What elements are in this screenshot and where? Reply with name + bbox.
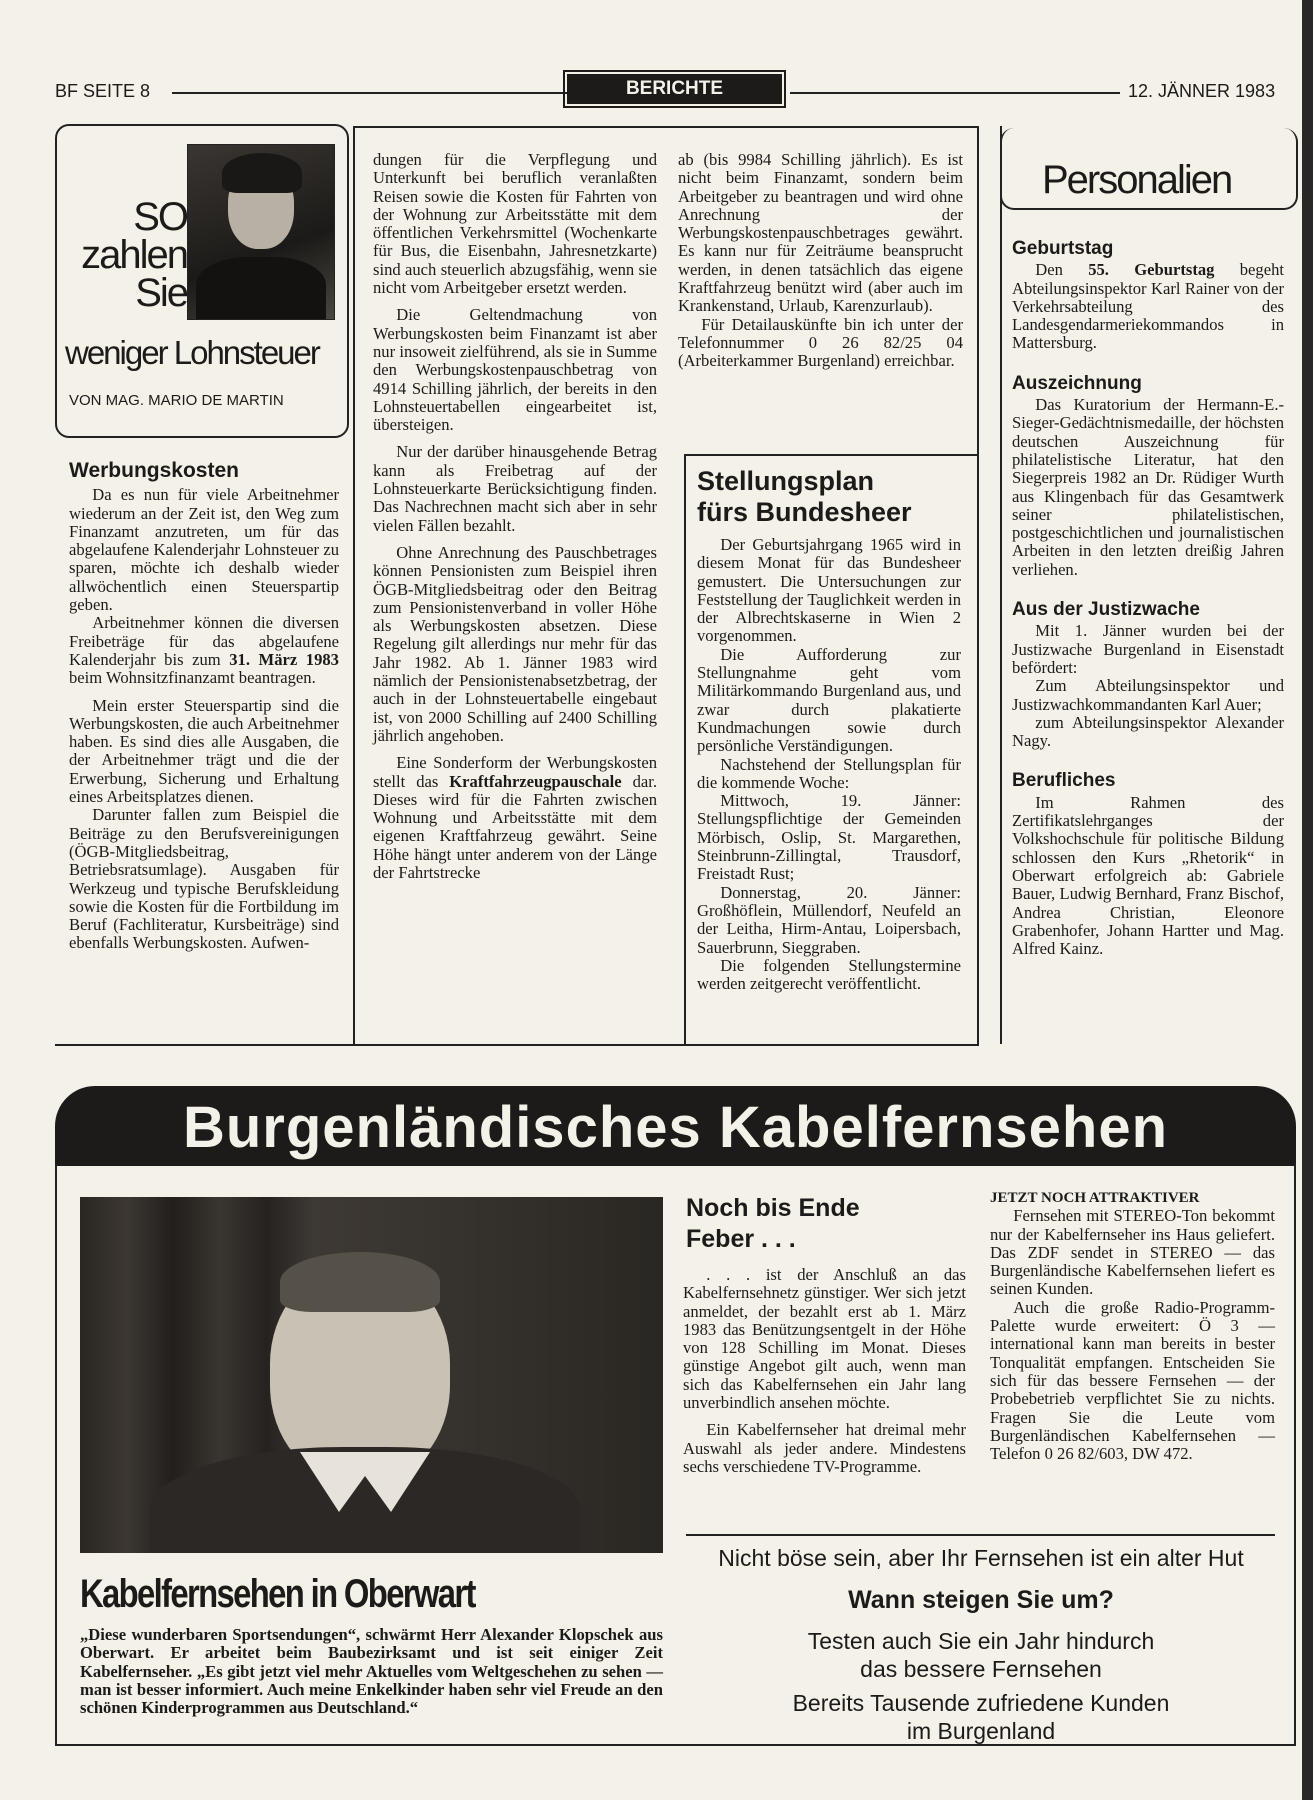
- article-column-2: [373, 151, 657, 882]
- photo-heading: Kabelfernsehen in Oberwart: [80, 1572, 475, 1616]
- ad-slogans: [676, 1545, 1286, 1745]
- article-paragraph: Donnerstag, 20. Jänner: Großhöflein, Müllendorf, Neufeld an der Leitha, Hirm-Antau, Loipersbach, Sauerbrunn, Sieggraben.: [697, 882, 961, 957]
- slogan-line: das bessere Fernsehen: [860, 1656, 1102, 1682]
- article-paragraph: Für Detailauskünfte bin ich unter der Telefonnummer 0 26 82/25 04 (Arbeiterkammer Burgenland) erreichbar.: [678, 314, 963, 371]
- article-paragraph: Die Geltendmachung von Werbungskosten beim Finanzamt ist aber nur insoweit zielführend, als sie in Summe den Werbungskostenpauschbetrag von 4914 Schilling jährlich, der bereits in den Lohnsteuertabellen eingearbeitet ist, übersteigen.: [373, 305, 657, 435]
- ad-paragraph: . . . ist der Anschluß an das Kabelfernsehnetz günstiger. Wer sich jetzt anmeldet, der bezahlt erst ab 1. März 1983 das Benützungsentgelt in der Höhe von 128 Schilling im Monat. Dieses günstige Angebot gilt auch, wenn man sich das Kabelfernsehen ein Jahr lang unverbindlich ansehen möchte.: [683, 1265, 966, 1413]
- article-heading: Werbungskosten: [69, 459, 239, 482]
- personalien-title: Personalien: [1042, 158, 1232, 202]
- article-paragraph: Da es nun für viele Arbeitnehmer wiederum an der Zeit ist, den Weg zum Finanzamt anzutreten, um für das abgelaufene Kalenderjahr Lohnsteuer zu sparen, möchte ich deshalb wieder allwöchentlich einen Steuerspartip geben.: [69, 485, 339, 615]
- article-paragraph: Nachstehend der Stellungsplan für die kommende Woche:: [697, 754, 961, 792]
- article-paragraph: ab (bis 9984 Schilling jährlich). Es ist nicht beim Finanzamt, sondern beim Arbeitgeber zu beantragen und wird ohne Anrechnung der Werbungskostenpauschbetrages gewährt. Es kann nur für Zeiträume beansprucht werden, in denen tatsächlich das eigene Kraftfahrzeug benützt wird (aber auch im Krankenstand, Urlaub, Karenzurlaub).: [678, 150, 963, 316]
- article-column-1: [69, 459, 339, 953]
- column-title-zahlen: zahlen: [81, 233, 187, 277]
- berufliches-heading: Berufliches: [1012, 770, 1116, 792]
- ad-middle-column: [683, 1266, 966, 1476]
- section-label: BERICHTE: [567, 74, 782, 104]
- slogan-line: im Burgenland: [906, 1718, 1056, 1744]
- frame-top: [353, 126, 979, 128]
- stellungsplan-article: [697, 466, 961, 993]
- slogan-line: Bereits Tausende zufriedene Kunden: [792, 1690, 1170, 1716]
- column-title-so: SO: [133, 195, 187, 239]
- article-paragraph: Mein erster Steuerspartip sind die Werbungskosten, die auch Arbeitnehmer haben. Es sind dies alle Ausgaben, die der Arbeitnehmer trägt und die der Erwerbung, Sicherung und Erhaltung eines Arbeitsplatzes dienen.: [69, 695, 339, 807]
- article-paragraph: Der Geburtsjahrgang 1965 wird in diesem Monat für das Bundesheer gemustert. Die Untersuchungen zur Feststellung der Tauglichkeit werden in der Albrechtskaserne in Wien 2 vorgenommen.: [697, 535, 961, 646]
- column-title-main: weniger Lohnsteuer: [65, 334, 319, 371]
- page-edge: [1302, 0, 1313, 1800]
- column-title-box: [55, 124, 349, 438]
- author-byline: VON MAG. MARIO DE MARTIN: [69, 392, 284, 409]
- auszeichnung-heading: Auszeichnung: [1012, 372, 1142, 394]
- personalien-column: [1012, 240, 1284, 958]
- personalien-paragraph: zum Abteilungsinspektor Alexander Nagy.: [1012, 712, 1284, 751]
- article-paragraph: Die Aufforderung zur Stellungnahme geht vom Militärkommando Burgenland aus, und zwar durch plakatierte Kundmachungen sowie durch persönliche Verständigungen.: [697, 644, 961, 756]
- slogan-line: Nicht böse sein, aber Ihr Fernsehen ist ein alter Hut: [718, 1545, 1244, 1571]
- geburtstag-heading: Geburtstag: [1012, 238, 1114, 259]
- page-label: BF SEITE 8: [55, 81, 151, 101]
- article-paragraph: Darunter fallen zum Beispiel die Beiträge zu den Berufsvereinigungen (ÖGB-Mitgliedsbeitrag, Betriebsratsumlage). Ausgaben für Werkzeug und typische Berufskleidung sowie die Kosten für die Fortbildung im Beruf (Fachliteratur, Kursbeiträge) sind ebenfalls Werbungskosten. Aufwen-: [69, 805, 339, 953]
- slogan-line: Testen auch Sie ein Jahr hindurch: [807, 1628, 1155, 1654]
- justizwache-heading: Aus der Justizwache: [1012, 599, 1200, 621]
- mid-heading: Noch bis Ende Feber . . .: [686, 1194, 860, 1253]
- article-column-3: [678, 151, 963, 371]
- column-title-sie: Sie: [135, 271, 187, 315]
- issue-date: 12. JÄNNER 1983: [1128, 81, 1276, 101]
- ad-right-heading: JETZT NOCH ATTRAKTIVER: [990, 1190, 1200, 1206]
- stellungsplan-heading: Stellungsplan fürs Bundesheer: [697, 466, 912, 527]
- personalien-paragraph: Mit 1. Jänner wurden bei der Justizwache Burgenland in Eisenstadt befördert:: [1012, 621, 1284, 677]
- slogan-line: Wann steigen Sie um?: [848, 1586, 1114, 1614]
- personalien-paragraph: Das Kuratorium der Hermann-E.-Sieger-Gedächtnismedaille, der höchsten deutschen Auszeichnung für philatelistische Literatur, hat den Siegerpreis 1982 an Dr. Rüdiger Wurth aus Klingenbach für das Gesamtwerk seiner philatelistischen, postgeschichtlichen und journalistischen Arbeiten in den letzten dreißig Jahren verliehen.: [1012, 395, 1284, 579]
- article-paragraph: Nur der darüber hinausgehende Betrag kann als Freibetrag auf der Lohnsteuerkarte Berücksichtigung finden. Das Nachrechnen macht sich aber in sehr vielen Fällen bezahlt.: [373, 442, 657, 535]
- ad-right-column: [990, 1189, 1275, 1463]
- customer-quote: „Diese wunderbaren Sportsendungen“, schwärmt Herr Alexander Klopschek aus Oberwart. Er arbeitet beim Baubezirksamt und ist seit einiger Zeit Kabelfernseher. „Es gibt jetzt viel mehr Aktuelles vom Weltgeschehen zu sehen — man ist besser informiert. Auch meine Enkelkinder haben sehr viel Freude an den schönen Kinderprogrammen aus Deutschland.“: [80, 1625, 663, 1718]
- personalien-paragraph: Zum Abteilungsinspektor und Justizwachkommandanten Karl Auer;: [1012, 676, 1284, 714]
- ad-paragraph: Fernsehen mit STEREO-Ton bekommt nur der Kabelfernseher ins Haus geliefert. Das ZDF sendet in STEREO — das Burgenländische Kabelfernsehen liefert es seinen Kunden.: [990, 1206, 1275, 1299]
- article-paragraph: Ohne Anrechnung des Pauschbetrages können Pensionisten zum Beispiel ihren ÖGB-Mitgliedsbeitrag oder den Beitrag zum Pensionistenverband in voller Höhe als Werbungskosten absetzen. Diese Regelung gilt allerdings nur mehr für das Jahr 1982. Ab 1. Jänner 1983 wird nämlich der Pensionistenabsetzbetrag, der auch in der Lohnsteuertabelle eingebaut ist, von 2000 Schilling auf 2400 Schilling jährlich angehoben.: [373, 542, 657, 745]
- slogan-divider: [686, 1534, 1275, 1536]
- ad-paragraph: Ein Kabelfernseher hat dreimal mehr Auswahl als jeder andere. Mindestens sechs verschiedene TV-Programme.: [683, 1420, 966, 1476]
- author-photo: [187, 144, 335, 320]
- personalien-paragraph: Den 55. Geburtstag begeht Abteilungsinspektor Karl Rainer von der Verkehrsabteilung des Landesgendarmeriekommandos in Mattersburg.: [1012, 260, 1284, 353]
- article-paragraph: Arbeitnehmer können die diversen Freibeträge für das abgelaufene Kalenderjahr bis zum 31. März 1983 beim Wohnsitzfinanzamt beantragen.: [69, 613, 339, 688]
- article-paragraph: dungen für die Verpflegung und Unterkunft bei beruflich veranlaßten Reisen sowie die Kosten für Fahrten von der Wohnung zur Arbeitsstätte mit dem öffentlichen Verkehrsmittel (Wochenkarte für Bus, die Eisenbahn, Jahresnetzkarte) sind auch steuerlich abzugsfähig, wenn sie nicht vom Arbeitgeber ersetzt werden.: [373, 150, 657, 298]
- article-paragraph: Mittwoch, 19. Jänner: Stellungspflichtige der Gemeinden Mörbisch, Oslip, St. Margarethen, Steinbrunn-Zillingtal, Trausdorf, Freistadt Rust;: [697, 791, 961, 884]
- customer-photo: [80, 1197, 663, 1553]
- ad-banner: Burgenländisches Kabelfernsehen: [55, 1086, 1296, 1166]
- article-paragraph: Die folgenden Stellungstermine werden zeitgerecht veröffentlicht.: [697, 955, 961, 994]
- frame-left: [353, 126, 355, 1046]
- article-paragraph: Eine Sonderform der Werbungskosten stellt das Kraftfahrzeugpauschale dar. Dieses wird für die Fahrten zwischen Wohnung und Arbeitsstätte mit dem eigenen Kraftfahrzeug gewährt. Seine Höhe hängt unter anderem von der Länge der Fahrtstrecke: [373, 753, 657, 882]
- header-rule-left: [172, 92, 567, 94]
- personalien-title-frame: [1000, 128, 1298, 210]
- ad-paragraph: Auch die große Radio-Programm-Palette wurde erweitert: Ö 3 — international kann man bereits in bester Tonqualität empfangen. Entscheiden Sie sich für das bessere Fernsehen — der Probebetrieb verpflichtet Sie zu nichts. Fragen Sie die Leute vom Burgenländischen Kabelfernsehen — Telefon 0 26 82/603, DW 472.: [990, 1297, 1275, 1464]
- header-rule-right: [790, 92, 1120, 94]
- personalien-paragraph: Im Rahmen des Zertifikatslehrganges der Volkshochschule für politische Bildung schlossen den Kurs „Rhetorik“ in Oberwart erfolgreich ab: Gabriele Bauer, Ludwig Bernhard, Franz Bischof, Andrea Christian, Eleonore Grabenhofer, Johann Hartter und Mag. Alfred Kainz.: [1012, 792, 1284, 959]
